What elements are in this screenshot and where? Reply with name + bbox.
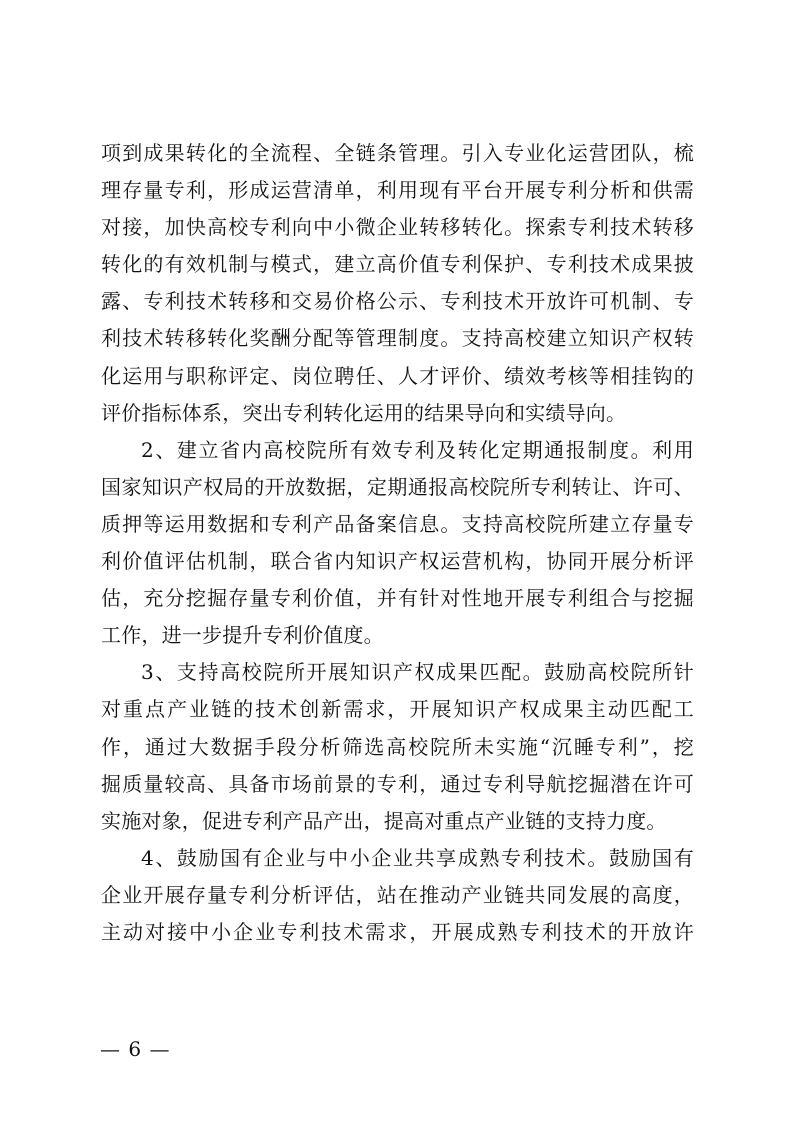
text-line: 实施对象，促进专利产品产出，提高对重点产业链的支持力度。 — [101, 808, 667, 833]
text-line: 项到成果转化的全流程、全链条管理。引入专业化运营团队，梳 — [101, 141, 694, 165]
text-line: 评价指标体系，突出专利转化运用的结果导向和实绩导向。 — [101, 400, 627, 425]
body-text — [101, 135, 694, 951]
text-line: 对重点产业链的技术创新需求，开展知识产权成果主动匹配工 — [101, 697, 694, 722]
text-line: 化运用与职称评定、岗位聘任、人才评价、绩效考核等相挂钩的 — [101, 363, 694, 388]
text-line: 利价值评估机制，联合省内知识产权运营机构，协同开展分析评 — [101, 549, 694, 574]
text-line: 主动对接中小企业专利技术需求，开展成熟专利技术的开放许 — [101, 919, 694, 944]
text-line: 作，通过大数据手段分析筛选高校院所未实施“沉睡专利”，挖 — [101, 734, 694, 759]
paragraph-first-line: 4、鼓励国有企业与中小企业共享成熟专利技术。鼓励国有 — [141, 845, 694, 870]
text-line: 对接，加快高校专利向中小微企业转移转化。探索专利技术转移 — [101, 215, 694, 240]
text-line: 国家知识产权局的开放数据，定期通报高校院所专利转让、许可、 — [101, 474, 694, 499]
text-line: 掘质量较高、具备市场前景的专利，通过专利导航挖掘潜在许可 — [101, 771, 694, 796]
paragraph-first-line: 3、支持高校院所开展知识产权成果匹配。鼓励高校院所针 — [141, 660, 694, 685]
text-line: 质押等运用数据和专利产品备案信息。支持高校院所建立存量专 — [101, 511, 694, 536]
text-line: 企业开展存量专利分析评估，站在推动产业链共同发展的高度， — [101, 882, 694, 907]
text-line: 利技术转移转化奖酬分配等管理制度。支持高校建立知识产权转 — [101, 326, 694, 351]
text-line: 理存量专利，形成运营清单，利用现有平台开展专利分析和供需 — [101, 178, 694, 203]
text-line: 工作，进一步提升专利价值度。 — [101, 623, 384, 648]
text-line: 估，充分挖掘存量专利价值，并有针对性地开展专利组合与挖掘 — [101, 586, 694, 611]
page-number: — 6 — — [100, 1037, 171, 1061]
paragraph-first-line: 2、建立省内高校院所有效专利及转化定期通报制度。利用 — [141, 437, 694, 462]
text-line: 转化的有效机制与模式，建立高价值专利保护、专利技术成果披 — [101, 252, 694, 277]
text-line: 露、专利技术转移和交易价格公示、专利技术开放许可机制、专 — [101, 289, 694, 314]
